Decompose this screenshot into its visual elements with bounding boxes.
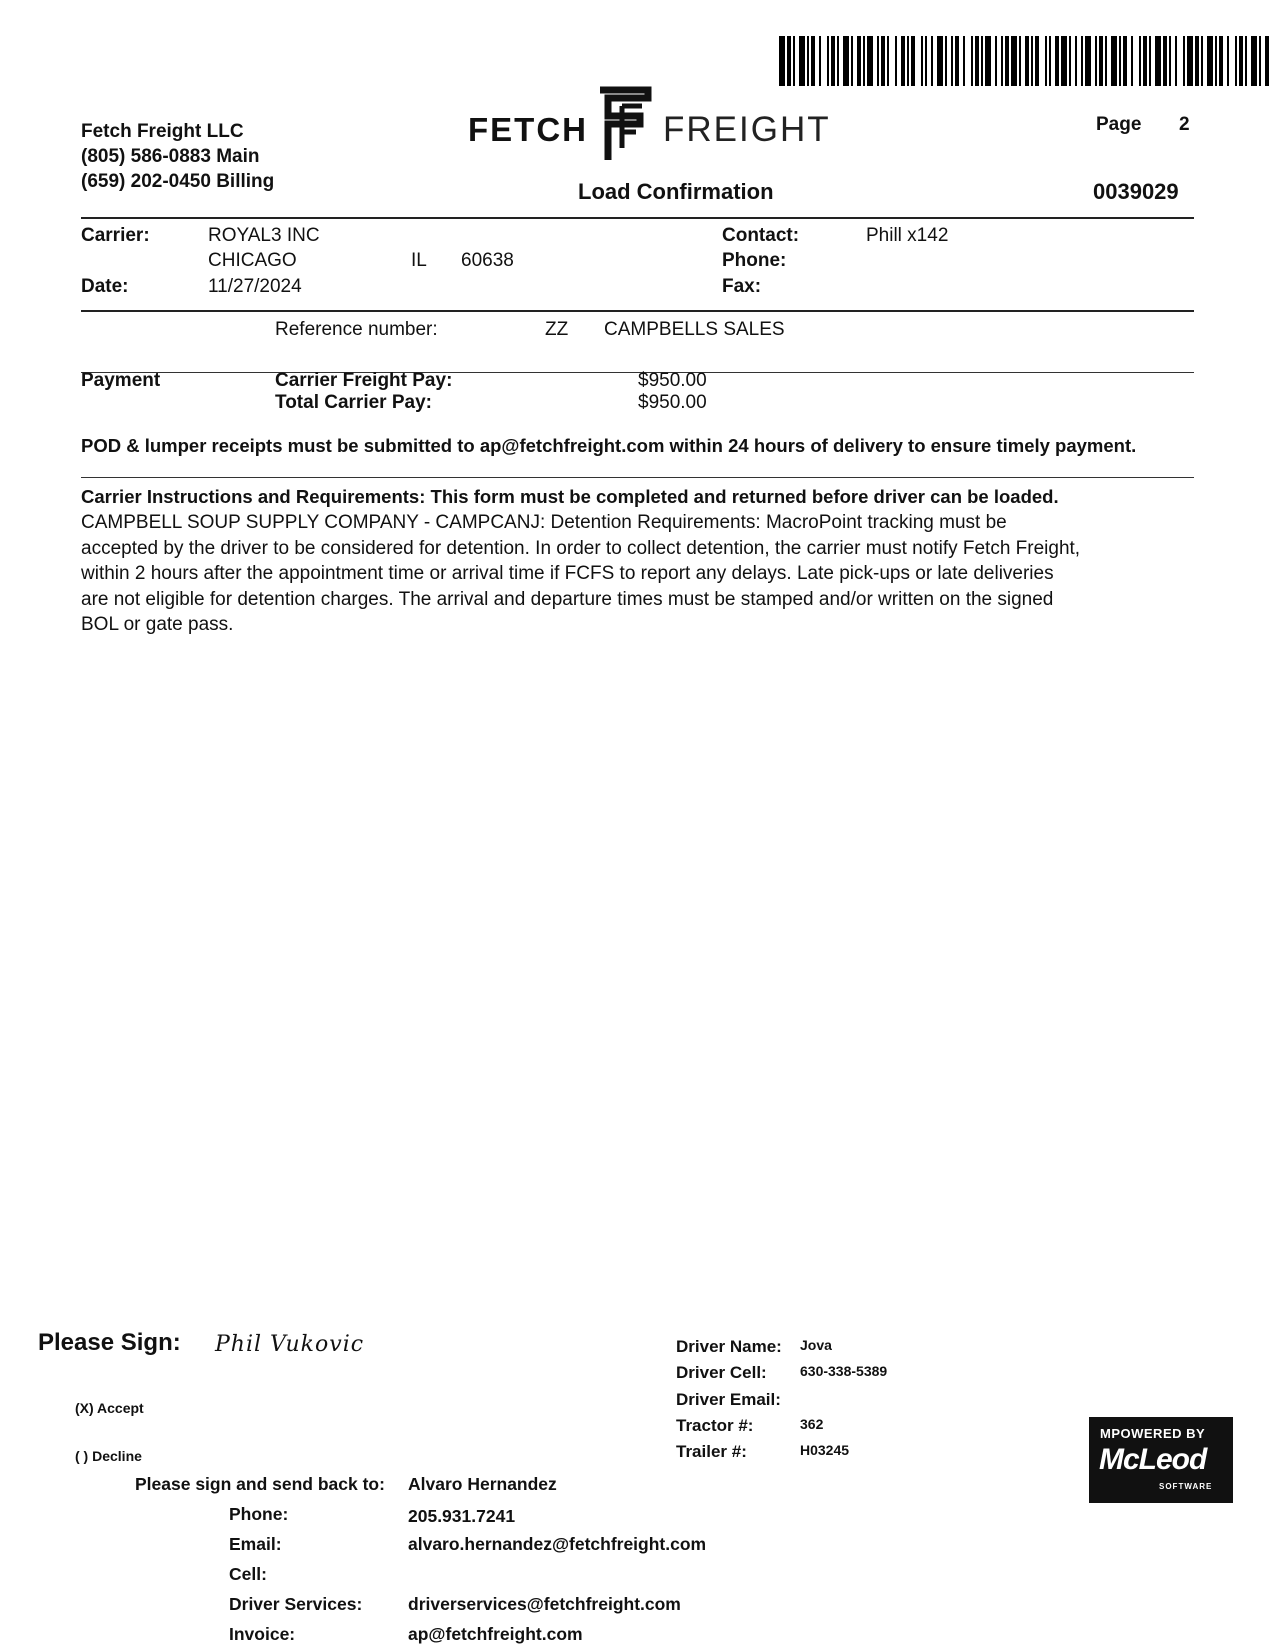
driver-cell-label: Driver Cell: [676,1363,767,1382]
page-number: 2 [1179,114,1190,135]
trailer-label: Trailer #: [676,1442,747,1461]
carrier-state: IL [411,250,427,271]
instructions-body: CAMPBELL SOUP SUPPLY COMPANY - CAMPCANJ: Detention Requirements: MacroPoint tracking must be accepted by the driver to be considered for detention. In order to collect detention, the carrier must notify Fetch Freight, within 2 hours after the appointment time or arrival time if FCFS to report any delays. Late pick-ups or late deliveries are not eligible for detention charges. The arrival and departure times must be stamped and/or written on the signed BOL or gate pass. [81,512,1081,635]
divider [81,310,1194,312]
fetch-freight-logo-icon [596,86,654,164]
carrier-label: Carrier: [81,225,150,246]
reference-value: CAMPBELLS SALES [604,319,785,340]
instructions-heading: Carrier Instructions and Requirements: This form must be completed and returned before driver can be loaded. [81,486,1059,507]
document-title: Load Confirmation [578,179,774,204]
driver-cell-value: 630-338-5389 [800,1363,888,1379]
date-label: Date: [81,276,129,297]
pod-notice: POD & lumper receipts must be submitted to ap@fetchfreight.com within 24 hours of delivery to ensure timely payment. [81,435,1137,456]
fax-label: Fax: [722,276,762,297]
contact-invoice-label: Invoice: [229,1624,296,1644]
document-number: 0039029 [1093,179,1179,204]
signature: Phil Vukovic [215,1332,365,1357]
phone-label: Phone: [722,250,787,271]
total-carrier-pay-label: Total Carrier Pay: [275,392,432,413]
contact-phone-value: 205.931.7241 [408,1506,516,1526]
payment-label: Payment [81,370,161,391]
tractor-value: 362 [800,1416,824,1432]
date-value: 11/27/2024 [208,276,302,297]
driver-name-value: Jova [800,1337,832,1353]
divider [81,477,1194,478]
carrier-name: ROYAL3 INC [208,225,320,246]
contact-value: Phill x142 [866,225,949,246]
logo-word-fetch: FETCH [468,111,588,148]
carrier-zip: 60638 [461,250,514,271]
contact-email-value: alvaro.hernandez@fetchfreight.com [408,1534,707,1554]
contact-email-label: Email: [229,1534,282,1554]
contact-driver-services-value: driverservices@fetchfreight.com [408,1594,681,1614]
contact-phone-label: Phone: [229,1504,289,1524]
total-carrier-pay-amount: $950.00 [638,392,707,413]
driver-email-label: Driver Email: [676,1390,781,1409]
please-sign-label: Please Sign: [38,1329,181,1356]
carrier-freight-pay-amount: $950.00 [638,370,707,391]
badge-top-text: MPOWERED BY [1100,1426,1206,1441]
badge-brand-text: McLeod [1099,1443,1207,1476]
driver-name-label: Driver Name: [676,1337,782,1356]
badge-sub-text: SOFTWARE [1159,1482,1213,1491]
page-label: Page [1096,114,1142,135]
decline-option[interactable]: ( ) Decline [75,1448,142,1464]
carrier-city: CHICAGO [208,250,297,271]
company-name: Fetch Freight LLC [81,121,244,142]
logo-word-freight: FREIGHT [663,110,831,149]
divider [81,217,1194,219]
company-phone-main: (805) 586-0883 Main [81,146,260,167]
trailer-value: H03245 [800,1442,850,1458]
contact-driver-services-label: Driver Services: [229,1594,363,1614]
accept-option[interactable]: (X) Accept [75,1400,144,1416]
contact-label: Contact: [722,225,800,246]
send-back-name: Alvaro Hernandez [408,1474,557,1494]
tractor-label: Tractor #: [676,1416,754,1435]
barcode [779,36,1271,86]
reference-label: Reference number: [275,319,438,340]
send-back-label: Please sign and send back to: [135,1474,385,1494]
company-phone-billing: (659) 202-0450 Billing [81,171,275,192]
mcleod-badge [1089,1417,1233,1503]
contact-invoice-value: ap@fetchfreight.com [408,1624,583,1644]
reference-code: ZZ [545,319,569,340]
contact-cell-label: Cell: [229,1564,267,1584]
carrier-freight-pay-label: Carrier Freight Pay: [275,370,453,391]
